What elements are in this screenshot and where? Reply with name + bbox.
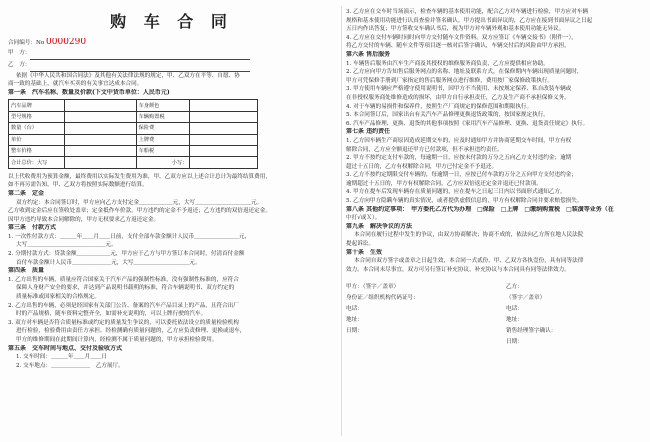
party-a-label: 甲 方： (8, 49, 31, 56)
table-row (9, 100, 258, 111)
article-2-text: 乙方收到定金后应在签收处盖章；定金抵作车价款。甲方违约的定金不予返还；乙方违约的双倍返还定金。 (8, 208, 271, 215)
signature-party-a (346, 282, 496, 337)
article-2-heading: 第二条 定金 (8, 189, 45, 197)
article-10-heading: 第十条 生效 (346, 248, 383, 256)
article-4-heading: 第四条 质量 (8, 267, 45, 275)
party-a-blank[interactable] (30, 48, 250, 60)
article-7-text: 2. 甲方不按约定支付车款的，每逾期一日，应按未付款的万分之五向乙方支付违约金；逾期 (346, 155, 572, 162)
article-4-text: 质量标准或国家相关的合格规定。 (16, 294, 100, 301)
article-1-heading: 第一条 汽车名称、数量及价款(下文中货币单位：人民币元) (8, 88, 170, 96)
article-5-continued: 将乙方交付的车辆、随车文件等项目逐一核对后签字确认，车辆交付后的风险由甲方承担。 (346, 43, 570, 50)
article-9-text: 提起诉讼。 (346, 241, 374, 248)
table-cell: 型号规格 (9, 111, 65, 122)
article-3-text: 1. 一次性付款方式：＿＿＿年＿＿月＿＿日前，支付全部车款金额计人民币＿＿＿＿＿＿＿＿元， (8, 233, 251, 240)
article-6-text: 5. 本合同签订后，国家出台有关汽车产品修理更换退货政策的，按国家规定执行。 (346, 112, 549, 119)
table-cell[interactable] (65, 123, 136, 134)
article-4-text: 时的产品规格，随车资料完整齐全，如需补充说明的，可以上牌行驶的汽车。 (16, 311, 207, 318)
article-9-heading: 第九条 解决争议的方法 (346, 222, 413, 230)
article-5-continued: 规格和基本使用功能进行认真查验并签名确认。甲方提出书面异议的，乙方应在接到书面异议之日起 (346, 17, 593, 24)
table-cell: 数量（台） (9, 123, 65, 134)
party-b-line (8, 60, 335, 72)
article-5-continued: 4. 乙方应在交付车辆时同时向甲方交付随车文件资料。双方应签订《车辆交接书》（附件一）， (346, 34, 577, 41)
column-divider (341, 6, 342, 436)
article-3-text: 2. 分期付款方式：贷款金额＿＿＿＿＿＿元，甲方应于乙方与甲方签订本合同时，付清首付金额 (8, 251, 245, 258)
article-10-text: 效力。本合同未尽事宜，双方可另行签订补充协议，补充协议与本合同具有同等法律效力。 (346, 266, 570, 273)
article-4-text: 2. 乙方出售的车辆，必须是经国家有关部门公告、备案的汽车产品目录上的产品，且符合出厂 (8, 302, 239, 309)
preamble-line: 依据《中华人民共和国合同法》及其他有关法律法规的规定，甲、乙双方在平等、自愿、协 (16, 72, 240, 79)
table-row (9, 145, 258, 156)
table-cell: 保险费 (136, 123, 190, 134)
table-cell[interactable] (65, 100, 136, 111)
article-6-text: 甲方可凭保修手册到厂家指定的售后服务网点进行维修，费用按厂家保修政策执行。 (346, 77, 553, 84)
right-column (346, 8, 642, 362)
signature-block (346, 282, 642, 362)
sig-b-line[interactable]: （签字／盖章） (506, 295, 546, 302)
table-row (9, 111, 258, 122)
article-2-text: 双方约定：本合同签订时，甲方应向乙方支付定金＿＿＿＿＿＿元，大写＿＿＿＿＿＿＿＿＿＿元。 (16, 199, 263, 206)
article-4-text: 3. 双方对车辆是否符合质量标准或约定的质量发生争议的，可以委托依法设立的质量检验机构 (8, 319, 239, 326)
table-cell: 合计总价：大写 (9, 157, 65, 168)
article-3-text: 首付车款金额计人民币＿＿＿＿＿＿＿元，大写＿＿＿＿＿＿＿＿＿＿元。 (16, 259, 201, 266)
table-row (9, 157, 258, 168)
contract-no: 0000290 (46, 38, 87, 47)
article-1-text: 以上代收费用为预算金额，最终费用以实际发生费用为准，甲、乙双方应以上述合计总计为最终结算费用， (8, 173, 271, 180)
article-1-text: 如不再另需告知，甲、乙双方将按照实际数额进行结算。 (8, 182, 148, 189)
article-6-text: 2. 乙方应向甲方告知售后服务网点的名称、地址及联系方式，在保修期内车辆出现质量问题时， (346, 69, 583, 76)
party-a-line (8, 48, 335, 60)
article-4-text: 保障人身财产安全的要求，并达到产品说明书载明的标准，符合车辆说明书、双方约定的 (16, 285, 235, 292)
table-cell: 车辆购置税 (136, 111, 190, 122)
sig-a-line[interactable]: 身份证／组织机构代码证号： (346, 295, 419, 302)
table-cell[interactable] (65, 134, 136, 145)
article-7-text: 5. 乙方向甲方隐瞒车辆的真实情况，或者提供虚假信息的，甲方有权解除合同并要求赔偿损失。 (346, 198, 583, 205)
sig-b-line[interactable]: 电话： (506, 306, 523, 313)
table-cell[interactable] (65, 145, 136, 156)
preamble-line: 商一致的基础上，就汽车买卖的有关事宜达成本合同。 (8, 81, 143, 88)
sig-a-line[interactable]: 日期： (346, 328, 363, 335)
table-cell[interactable] (190, 100, 258, 111)
article-7-text: 1. 乙方因车辆生产商原因造成延期交车的，应及时通知甲方并协商延期交车时间，甲方有权 (346, 137, 572, 144)
sig-a-line[interactable]: 电话： (346, 306, 363, 313)
article-7-text: 4. 甲方在提车后发现车辆存在质量问题的，应在提车之日起三日内以书面形式通知乙方。 (346, 189, 566, 196)
article-5-continued: 五日内作出答复；甲方签收交车确认书后，视为甲方对车辆外观和基本使用功能无异议。 (346, 26, 565, 33)
article-6-text: 1. 车辆售后服务由汽车生产商及其授权的维修服务商负责，乙方应提供相应协助。 (346, 60, 549, 67)
table-cell[interactable] (65, 157, 136, 168)
sig-a-line[interactable]: 甲方：（签字／盖章） (346, 284, 400, 291)
article-3-heading: 第三条 付款方式 (8, 224, 57, 232)
table-cell[interactable] (190, 111, 258, 122)
article-4-text: 甲方的维修期间在此期间计算内，经检测不属于质量问题的，甲方承担检验费用。 (16, 337, 218, 343)
contract-no-label: 合同编号：No (8, 40, 45, 46)
article-7-text: 3. 乙方不按约定期限交付车辆的，每逾期一日，应按已付车款的万分之五向甲方支付违约金； (346, 172, 577, 179)
table-cell[interactable] (190, 145, 258, 156)
table-cell: 汽车品牌 (9, 100, 65, 111)
table-cell: 车船税 (136, 145, 190, 156)
article-3-text: 大写＿＿＿＿＿＿＿＿＿＿＿＿＿＿元。 (16, 242, 117, 249)
sig-a-line[interactable]: 地址： (346, 317, 363, 324)
article-6-text: 4. 对于车辆的易损件和保养件，按照生产厂商规定的保修范围和期限执行。 (346, 103, 533, 110)
sig-b-line[interactable]: 地址： (506, 317, 523, 324)
signature-party-b (506, 282, 640, 348)
article-5-text: 1. 交车时间：＿＿＿年＿＿月＿＿日 (16, 354, 108, 361)
article-2-text: 因甲方违约导致本合同解除的，甲方无权要求乙方返还定金。 (8, 216, 160, 223)
table-row (9, 134, 258, 145)
party-b-label: 乙 方： (8, 61, 31, 68)
table-cell[interactable] (65, 111, 136, 122)
article-5-text: 2. 交车地点：＿＿＿＿＿＿＿ 乙方展厅。 (16, 362, 124, 369)
contract-title: 购 车 合 同 (110, 12, 233, 31)
table-cell[interactable] (190, 157, 258, 168)
table-cell: 单价 (9, 134, 65, 145)
table-cell: 整车价格 (9, 145, 65, 156)
party-b-blank[interactable] (30, 60, 250, 72)
article-7-heading: 第七条 违约责任 (346, 128, 391, 136)
article-5-heading: 第五条 交车时间与地点、交付及验收方式 (8, 344, 123, 352)
table-cell: 上牌费 (136, 134, 190, 145)
sig-b-line[interactable]: 乙方： (506, 284, 523, 291)
table-cell[interactable] (190, 123, 258, 134)
vehicle-price-table (8, 99, 258, 168)
article-10-text: 本合同自双方签字或盖章之日起生效，本合同一式贰份，甲、乙双方各执壹份，具有同等法律 (354, 258, 584, 265)
table-cell[interactable] (190, 134, 258, 145)
article-6-text: 6. 汽车产品修理、更换、退货的其他事项按照《家用汽车产品修理、更换、退货责任规定》执行。 (346, 120, 589, 127)
article-6-heading: 第六条 售后服务 (346, 50, 391, 58)
article-9-text: 本合同在履行过程中发生的争议，由双方协商解决；协商不成的，依法向乙方所在地人民法院 (354, 232, 584, 239)
article-4-text: 1. 乙方出售的车辆，质量应符合国家关于汽车产品的强制性标准，没有强制性标准的，应符合 (8, 276, 239, 283)
sig-b-line[interactable]: 销售经理签字确认： (506, 328, 557, 335)
table-row (9, 123, 258, 134)
article-8-subline: 中打√或Ｘ）。 (346, 215, 381, 222)
contract-number-line (8, 38, 335, 48)
article-5-continued: 3. 乙方应在交车时当场演示，检查车辆的基本使用功能，配合乙方对车辆进行检验，甲方应对车辆 (346, 9, 589, 15)
article-7-text: 超过十五日的，乙方有权解除合同，甲方已付定金不予退还。 (346, 163, 498, 170)
article-4-text: 进行检验，检验费用由责任方承担。经检测确有质量问题的，乙方应负责修理、更换或退车， (16, 328, 246, 335)
article-7-text: 逾期超过十五日的，甲方有权解除合同，乙方应双倍返还定金并退还已付款项。 (346, 180, 542, 187)
article-6-text: 在非授权服务商处维修造成的损坏，由甲方自行承担责任，乙方及生产商不承担保修义务。 (346, 94, 570, 101)
table-cell: 小写： (136, 157, 190, 168)
article-8-heading: 第八条 其他约定事项： 甲方委托乙方代为办理 □保险 □上牌 □缴纳购置税 □装潢等业务（在 (346, 205, 614, 213)
sig-b-line[interactable]: 日期： (506, 339, 523, 346)
article-6-text: 3. 甲方使用车辆应严格遵守使用说明书，因甲方不当使用、未按规定保养、私自改装车辆或 (346, 86, 572, 93)
article-7-text: 解除合同，乙方应全额退还甲方已付款项，但不承担违约责任。 (346, 146, 503, 153)
table-cell: 车身颜色 (136, 100, 190, 111)
left-column (8, 0, 335, 370)
